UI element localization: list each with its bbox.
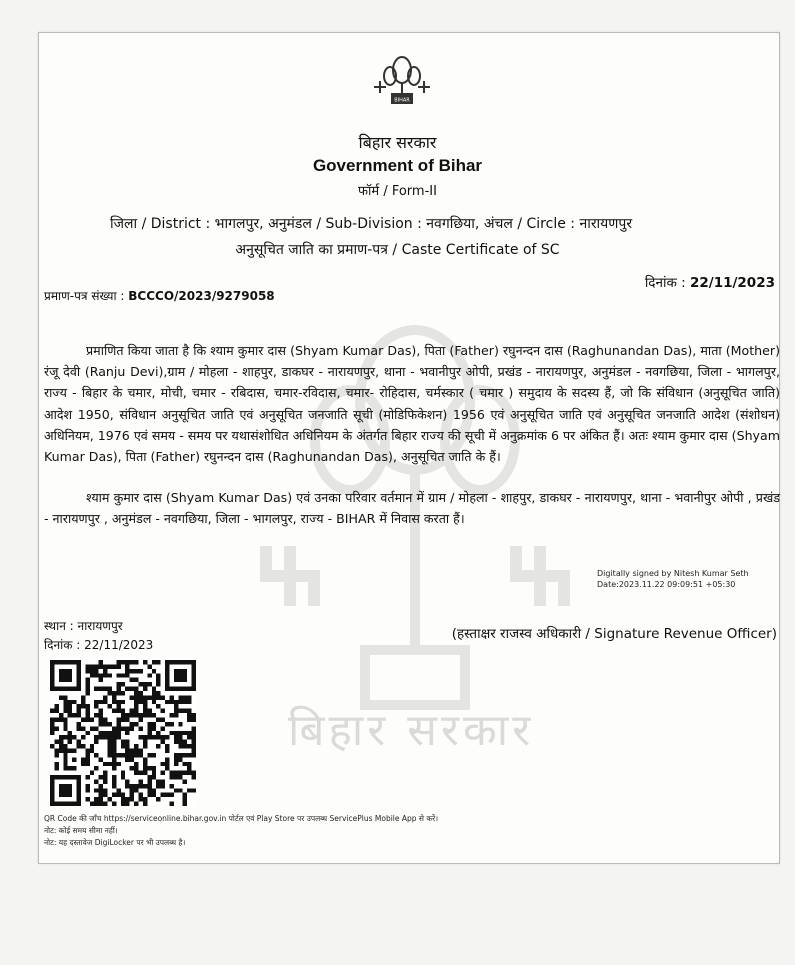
qr-code[interactable] [50,660,196,806]
certificate-number-value: BCCCO/2023/9279058 [128,289,275,303]
place-date-line: दिनांक : 22/11/2023 [44,638,154,652]
issue-date [645,273,775,291]
note-digilocker: नोट: यह दस्तावेज DigiLocker पर भी उपलब्ध है। [44,838,186,847]
digital-signature-date: Date:2023.11.22 09:09:51 +05:30 [597,580,736,589]
certificate-title: अनुसूचित जाति का प्रमाण-पत्र / Caste Certificate of SC [235,242,560,258]
footer-notes [44,813,438,849]
place-line: स्थान : नारायणपुर [44,619,123,633]
note-time-limit: नोट: कोई समय सीमा नहीं। [44,826,118,835]
certificate-paragraph-1: प्रमाणित किया जाता है कि श्याम कुमार दास (Shyam Kumar Das), पिता (Father) रघुनन्दन दास (Raghunandan Das), माता (Mother) रंजू देवी (Ranju Devi),ग्राम / मोहला - शाहपुर, डाकघर - नारायणपुर, थाना - भवानीपुर ओपी, प्रखंड - नारायणपुर, अनुमंडल - नवगछिया, जिला - भागलपुर, राज्य - बिहार के चमार, मोची, चमार - रबिदास, चमार-रविदास, चमार- रोहिदास, चर्मस्कार ( चमार ) समुदाय के सदस्य हैं, जो कि संविधान (अनुसूचित जाति) आदेश 1950, संविधान अनुसूचित जाति एवं अनुसूचित जनजाति सूची (मोडिफिकेशन) 1956 एवं अनुसूचित जाति एवं अनुसूचित जनजाति आदेश (संशोधन) अधिनियम, 1976 एवं समय - समय पर यथासंशोधित अधिनियम के अंतर्गत बिहार राज्य की सूची में अनुक्रमांक 6 पर अंकित हैं। अतः श्याम कुमार दास (Shyam Kumar Das), पिता (Father) रघुनन्दन दास (Raghunandan Das), अनुसूचित जाति के हैं। [44,343,780,465]
digital-signature [597,568,749,590]
certificate-number-label: प्रमाण-पत्र संख्या : [44,289,125,303]
certificate-paragraph-2: श्याम कुमार दास (Shyam Kumar Das) एवं उनका परिवार वर्तमान में ग्राम / मोहला - शाहपुर, डाकघर - नारायणपुर, थाना - भवानीपुर ओपी , प्रखंड - नारायणपुर , अनुमंडल - नवगछिया, जिला - भागलपुर, राज्य - BIHAR में निवास करता हैं। [44,490,780,527]
digital-signature-signer: Digitally signed by Nitesh Kumar Seth [597,569,749,578]
form-label: फॉर्म / Form-II [358,184,437,199]
place-block [44,617,153,655]
issue-date-label: दिनांक : [644,275,686,291]
emblem-text: BIHAR [394,97,410,104]
government-hindi-title: बिहार सरकार [358,133,437,152]
government-english-title: Government of Bihar [312,156,483,175]
signature-officer: (हस्ताक्षर राजस्व अधिकारी / Signature Revenue Officer) [451,626,777,642]
district-line: जिला / District : भागलपुर, अनुमंडल / Sub-Division : नवगछिया, अंचल / Circle : नारायणपुर [110,216,633,232]
issue-date-value: 22/11/2023 [689,275,775,291]
watermark-text: बिहार सरकार [288,705,535,756]
certificate-number [44,287,275,304]
note-qr-verify: QR Code की जाँच https://serviceonline.bihar.gov.in पोर्टल एवं Play Store पर उपलब्ध ServicePlus Mobile App से करें। [44,814,439,823]
bihar-emblem [372,52,432,110]
